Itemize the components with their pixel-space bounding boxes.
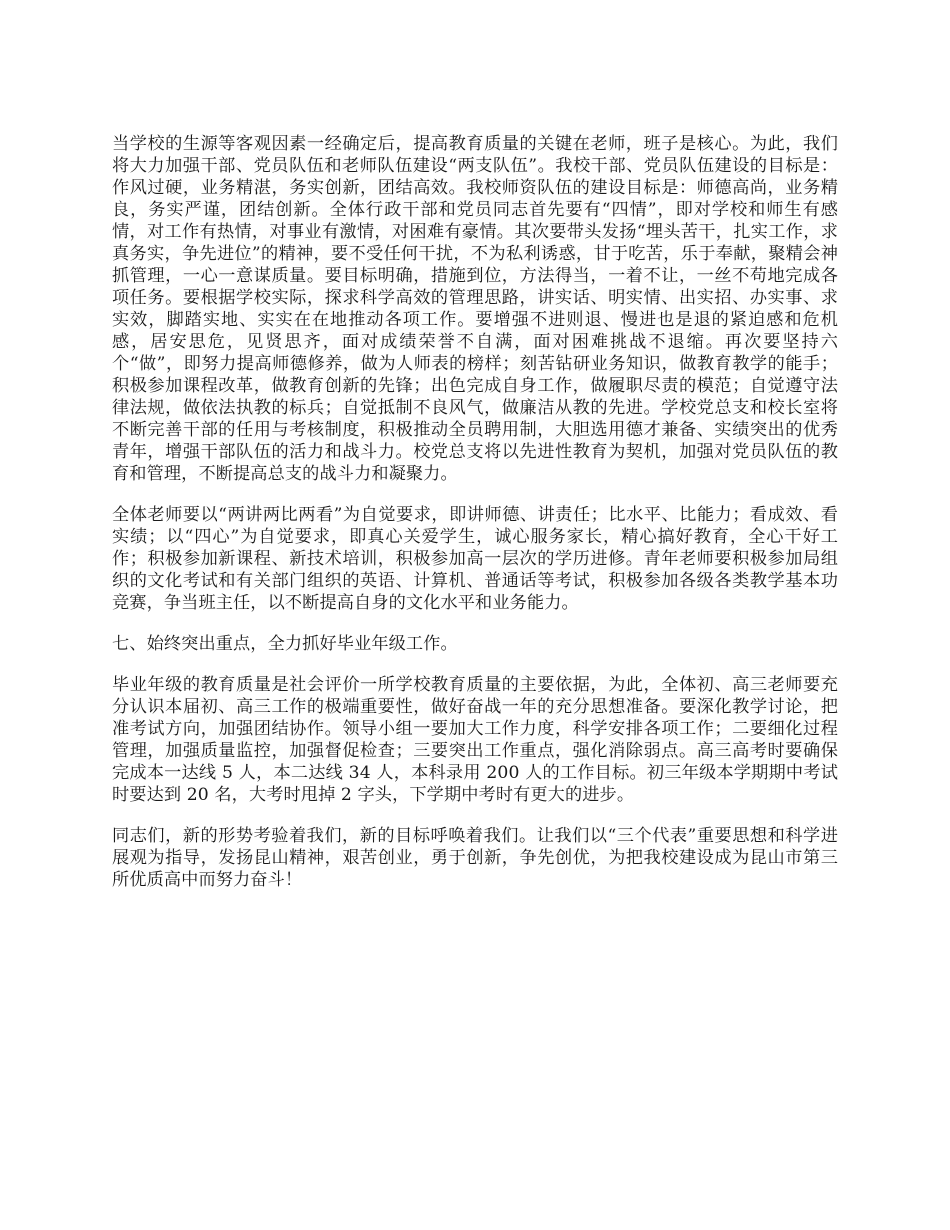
- paragraph-teacher-requirements: 全体老师要以“两讲两比两看”为自觉要求，即讲师德、讲责任；比水平、比能力；看成效、看实绩；以“四心”为自觉要求，即真心关爱学生，诚心服务家长，精心搞好教育，全心干好工作；积极参加新课程、新技术培训，积极参加高一层次的学历进修。青年老师要积极参加局组织的文化考试和有关部门组织的英语、计算机、普通话等考试，积极参加各级各类教学基本功竞赛，争当班主任，以不断提高自身的文化水平和业务能力。: [112, 505, 838, 613]
- paragraph-closing: 同志们，新的形势考验着我们，新的目标呼唤着我们。让我们以“三个代表”重要思想和科学进展观为指导，发扬昆山精神，艰苦创业，勇于创新，争先创优，为把我校建设成为昆山市第三所优质高中而努力奋斗！: [112, 826, 838, 890]
- section-heading-graduating-grade: 七、始终突出重点，全力抓好毕业年级工作。: [112, 634, 458, 654]
- paragraph-graduating-grade: 毕业年级的教育质量是社会评价一所学校教育质量的主要依据，为此，全体初、高三老师要充分认识本届初、高三工作的极端重要性，做好奋战一年的充分思想准备。要深化教学讨论，把准考试方向，加强团结协作。领导小组一要加大工作力度，科学安排各项工作；二要细化过程管理，加强质量监控，加强督促检查；三要突出工作重点，强化消除弱点。高三高考时要确保完成本一达线 5 人，本二达线 34 人，本科录用 200 人的工作目标。初三年级本学期期中考试时要达到 20 名，大考时甩掉 2 字头，下学期中考时有更大的进步。: [112, 675, 838, 805]
- document-body: [112, 133, 838, 910]
- paragraph-team-building: 当学校的生源等客观因素一经确定后，提高教育质量的关键在老师，班子是核心。为此，我们将大力加强干部、党员队伍和老师队伍建设“两支队伍”。我校干部、党员队伍建设的目标是：作风过硬，业务精湛，务实创新，团结高效。我校师资队伍的建设目标是：师德高尚，业务精良，务实严谨，团结创新。全体行政干部和党员同志首先要有“四情”，即对学校和师生有感情，对工作有热情，对事业有激情，对困难有豪情。其次要带头发扬“埋头苦干，扎实工作，求真务实，争先进位”的精神，要不受任何干扰，不为私利诱惑，甘于吃苦，乐于奉献，聚精会神抓管理，一心一意谋质量。要目标明确，措施到位，方法得当，一着不让，一丝不苟地完成各项任务。要根据学校实际，探求科学高效的管理思路，讲实话、明实情、出实招、办实事、求实效，脚踏实地、实实在在地推动各项工作。要增强不进则退、慢进也是退的紧迫感和危机感，居安思危，见贤思齐，面对成绩荣誉不自满，面对困难挑战不退缩。再次要坚持六个“做”，即努力提高师德修养，做为人师表的榜样；刻苦钻研业务知识，做教育教学的能手；积极参加课程改革，做教育创新的先锋；出色完成自身工作，做履职尽责的模范；自觉遵守法律法规，做依法执教的标兵；自觉抵制不良风气，做廉洁从教的先进。学校党总支和校长室将不断完善干部的任用与考核制度，积极推动全员聘用制，大胆选用德才兼备、实绩突出的优秀青年，增强干部队伍的活力和战斗力。校党总支将以先进性教育为契机，加强对党员队伍的教育和管理，不断提高总支的战斗力和凝聚力。: [112, 134, 838, 484]
